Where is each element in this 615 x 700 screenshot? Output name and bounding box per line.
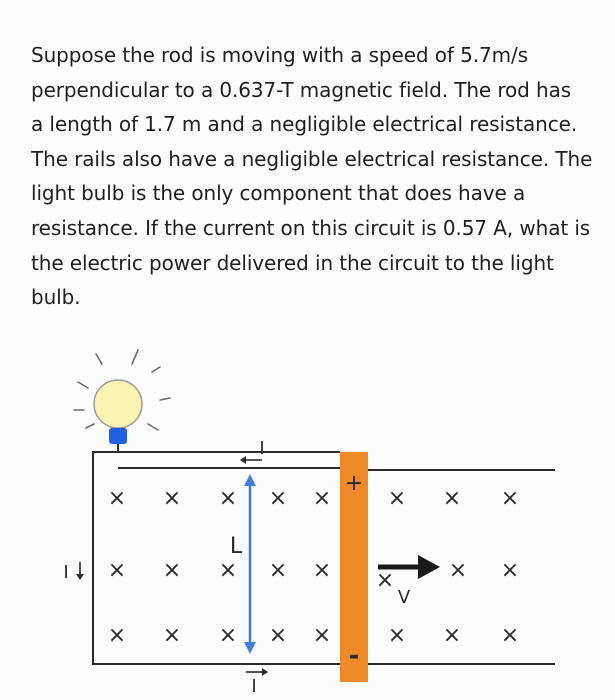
question-line: resistance. If the current on this circuit is 0.57 A, what is — [31, 215, 591, 240]
field-cross: × — [375, 568, 395, 593]
field-cross: × — [268, 623, 288, 648]
length-label: L — [229, 534, 243, 559]
field-cross: × — [162, 558, 182, 583]
current-label-left: I — [63, 562, 69, 583]
field-cross: × — [312, 486, 332, 511]
field-cross: × — [218, 623, 238, 648]
question-line: The rails also have a negligible electrical resistance. The — [31, 146, 593, 171]
current-indicator-bottom — [246, 668, 268, 697]
question-text — [31, 38, 606, 315]
field-cross: × — [442, 623, 462, 648]
field-cross: × — [312, 623, 332, 648]
field-cross: × — [107, 558, 127, 583]
circuit-diagram — [0, 340, 615, 700]
question-line: bulb. — [31, 285, 81, 310]
field-cross: × — [218, 486, 238, 511]
question-line: light bulb is the only component that does have a — [31, 181, 526, 206]
field-cross: × — [500, 623, 520, 648]
field-cross: × — [387, 623, 407, 648]
current-label-top: I — [259, 438, 265, 459]
light-bulb — [94, 380, 142, 444]
question-line: a length of 1.7 m and a negligible electrical resistance. — [31, 112, 578, 137]
magnetic-field-markers — [108, 486, 519, 648]
field-cross: × — [500, 486, 520, 511]
question-line: the electric power delivered in the circuit to the light — [31, 250, 554, 275]
field-cross: × — [387, 486, 407, 511]
field-cross: × — [218, 558, 238, 583]
field-cross: × — [162, 623, 182, 648]
current-label-bottom: I — [251, 676, 257, 697]
field-cross: × — [107, 623, 127, 648]
question-line: Suppose the rod is moving with a speed of 5.7m/s — [31, 43, 528, 67]
velocity-label: V — [397, 587, 411, 608]
field-cross: × — [500, 558, 520, 583]
field-cross: × — [268, 486, 288, 511]
field-cross: × — [442, 486, 462, 511]
bulb-glass — [94, 380, 142, 428]
rod-minus-sign: - — [348, 641, 360, 671]
field-cross: × — [268, 558, 288, 583]
rod-plus-sign: + — [344, 471, 364, 496]
field-cross: × — [162, 486, 182, 511]
current-indicator-left — [63, 562, 84, 583]
length-arrow — [244, 474, 256, 654]
field-cross: × — [107, 486, 127, 511]
field-cross: × — [448, 558, 468, 583]
bulb-base — [109, 428, 127, 444]
left-wire — [93, 444, 340, 664]
question-line: perpendicular to a 0.637-T magnetic field. The rod has — [31, 77, 572, 102]
field-cross: × — [312, 558, 332, 583]
